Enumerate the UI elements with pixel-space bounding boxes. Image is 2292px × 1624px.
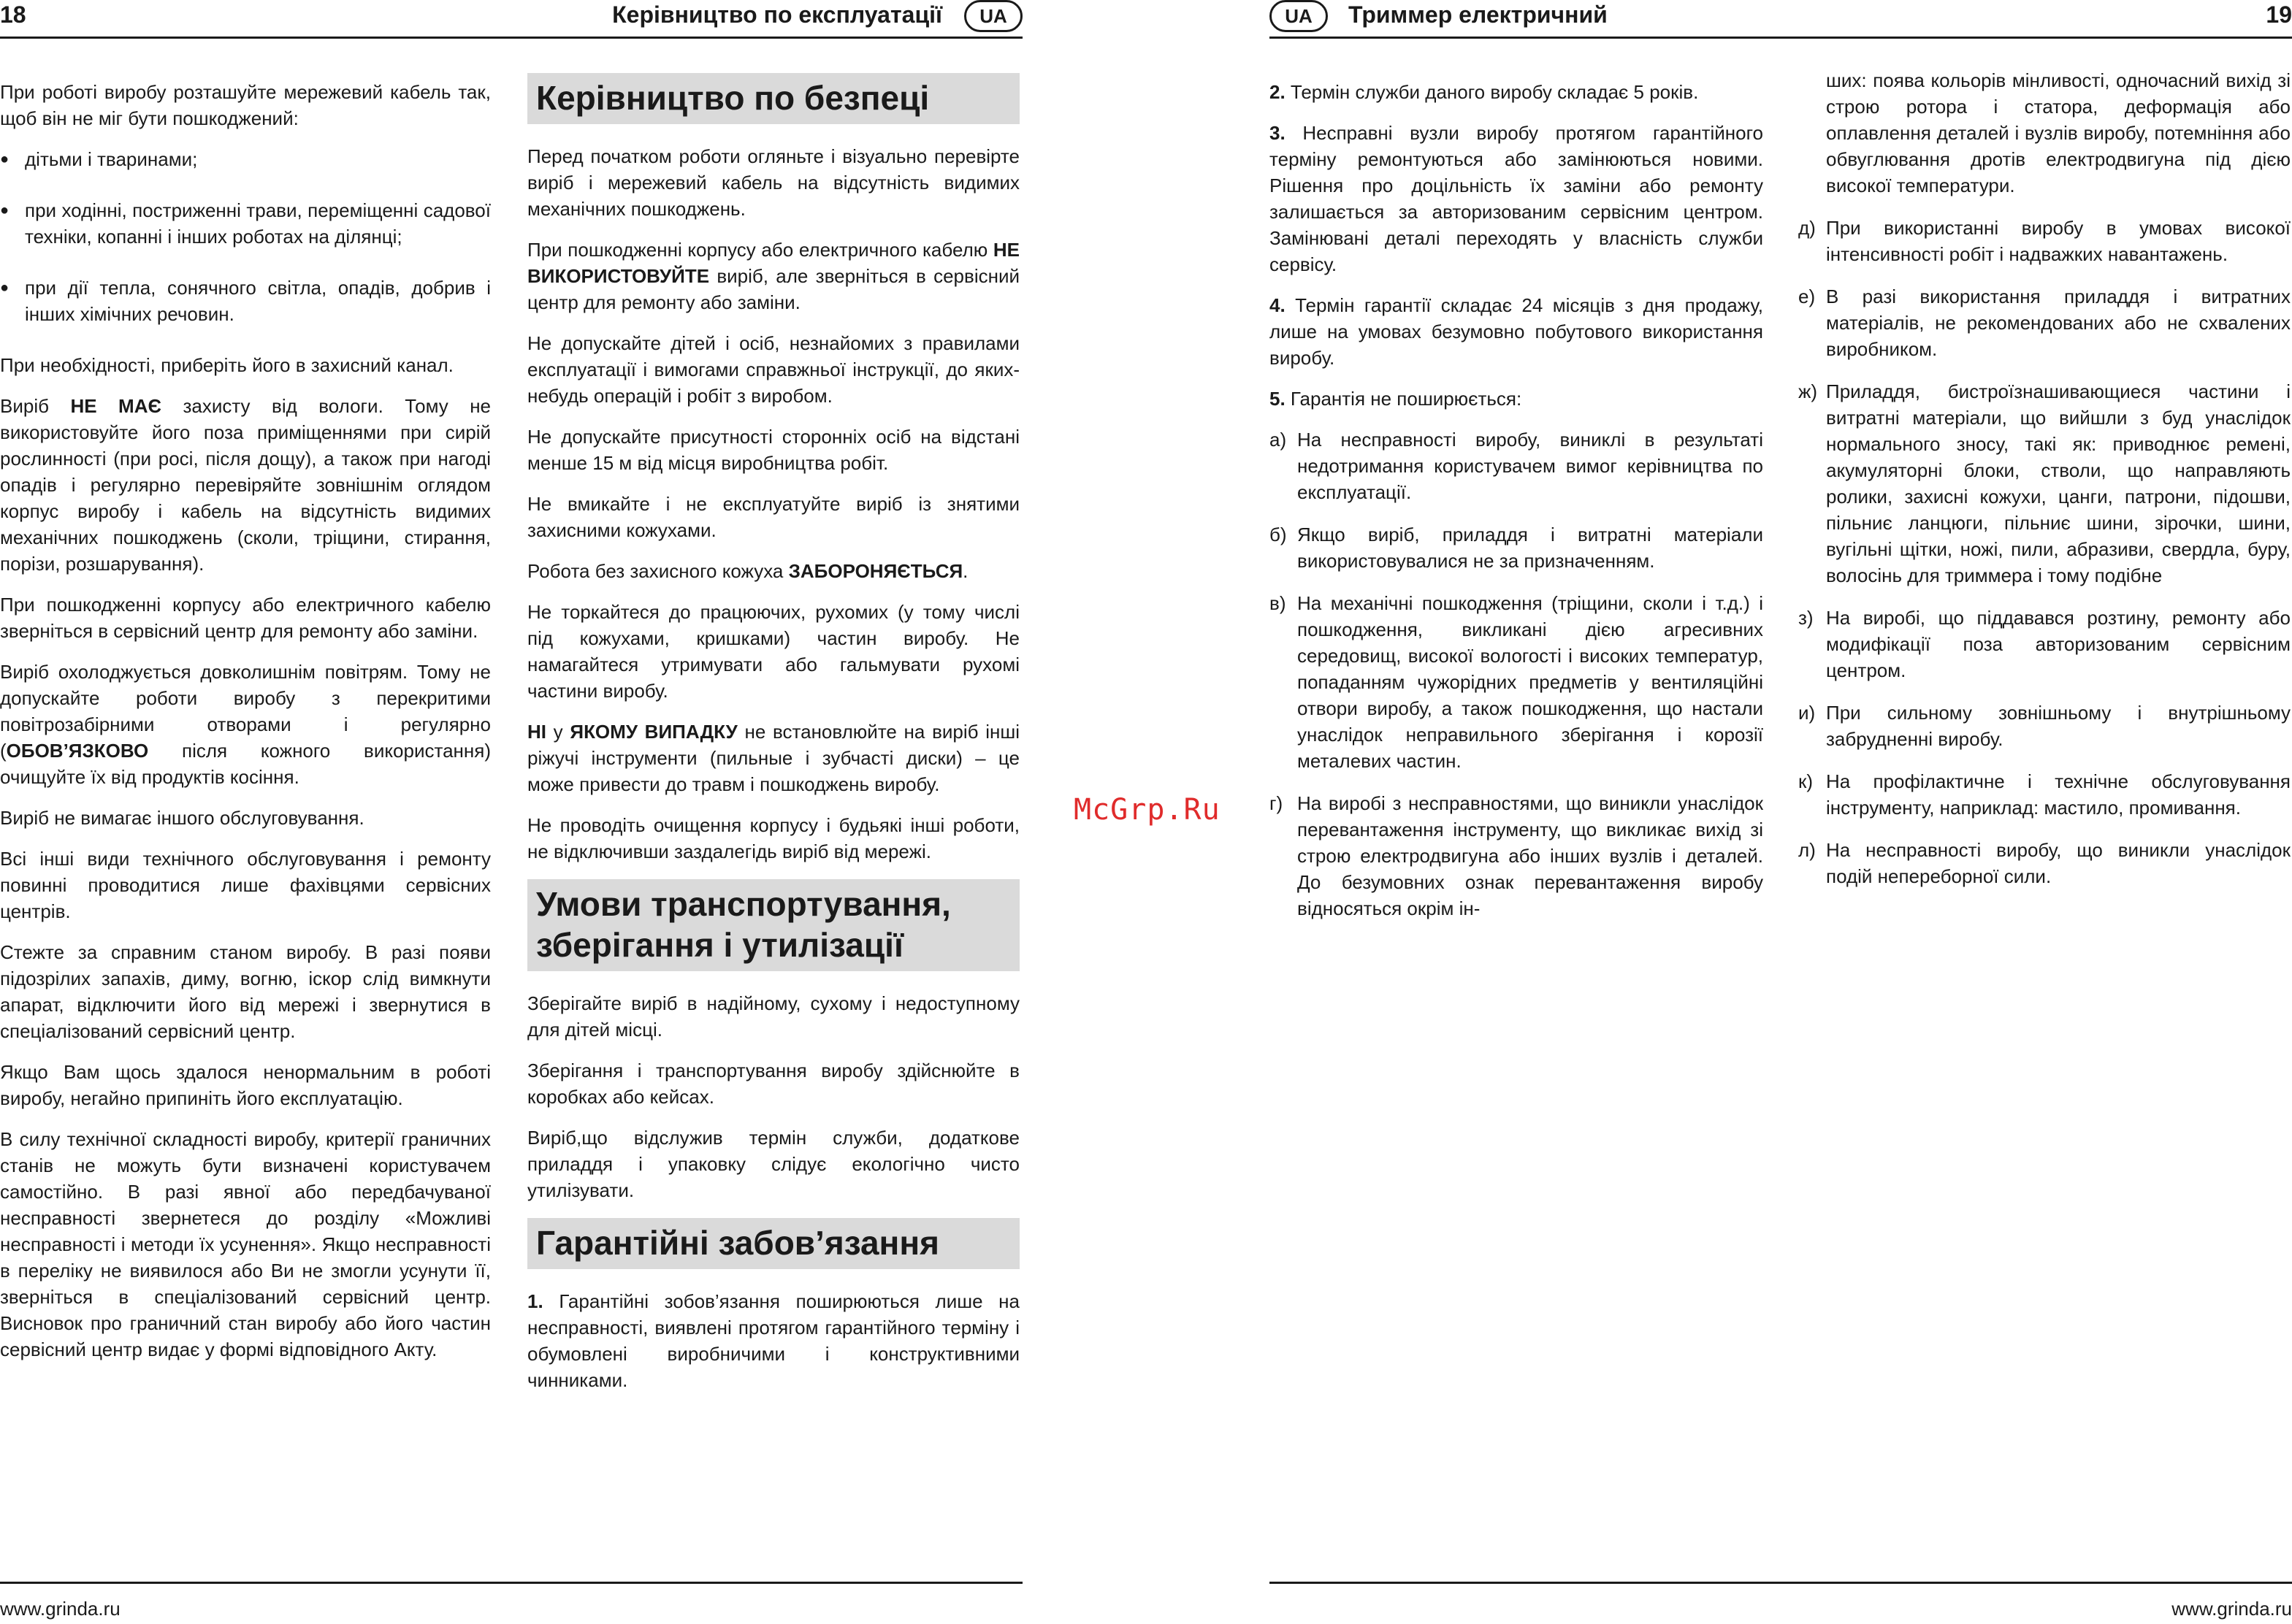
watermark: McGrp.Ru xyxy=(1074,793,1221,827)
page-number: 19 xyxy=(2266,1,2292,28)
paragraph: 3. Несправні вузли виробу протягом гарантійного терміну ремонтуються або замінюються новими. Рішення про доцільність їх заміни або ремонту залишається за авторизованим сервісним центром. Замінювані деталі переходять у власність служби сервісу. xyxy=(1269,122,1763,275)
list-item: а) На несправності виробу, виниклі в результаті недотримання користувачем вимог керівництва по експлуатації. xyxy=(1269,429,1763,503)
paragraph: Виріб охолоджується довколишнім повітрям. Тому не допускайте роботи виробу з перекритими повітрозабірними отворами і регулярно (ОБОВ’ЯЗКОВО після кожного використання) очищуйте їх від продуктів косіння. xyxy=(0,661,491,788)
list-item: з) На виробі, що піддавався розтину, ремонту або модифікації поза авторизованим сервісним центром. xyxy=(1798,607,2291,681)
right-page xyxy=(1269,0,2292,1624)
bullet-item: ● при ходінні, постриженні трави, переміщенні садової техніки, копанні і інших роботах на ділянці; xyxy=(0,197,491,250)
paragraph: Виріб НЕ МАЄ захисту від вологи. Тому не використовуйте його поза приміщеннями при сирій рослинності (при росі, після дощу), а також при нагоді опадів і регулярно перевіряйте зовнішнім оглядом корпус виробу і кабель на відсутність видимих механічних пошкоджень (сколи, тріщини, стирання, порізи, розшарування). xyxy=(0,395,492,575)
right-column-1 xyxy=(1269,79,1763,938)
paragraph: Не проводіть очищення корпусу і будьякі інші роботи, не відключивши заздалегідь виріб від мережі. xyxy=(527,814,1020,862)
paragraph: Перед початком роботи огляньте і візуально перевірте виріб і мережевий кабель на відсутність видимих механічних пошкоджень. xyxy=(527,145,1020,220)
left-column-1 xyxy=(0,79,491,1377)
list-item: к) На профілактичне і технічне обслуговування інструменту, наприклад: мастило, промивання. xyxy=(1798,770,2291,819)
header-title: Триммер електричний xyxy=(1348,1,1608,28)
page-header xyxy=(1269,0,2292,39)
paragraph: Не допускайте присутності сторонніх осіб на відстані менше 15 м від місця виробництва робіт. xyxy=(527,426,1020,474)
left-page xyxy=(0,0,1023,1624)
paragraph: 5. Гарантія не поширюється: xyxy=(1269,388,1522,410)
paragraph: Зберігайте виріб в надійному, сухому і недоступному для дітей місці. xyxy=(527,992,1020,1041)
paragraph: Виріб не вимагає іншого обслуговування. xyxy=(0,807,364,829)
paragraph: При пошкодженні корпусу або електричного кабелю НЕ ВИКОРИСТОВУЙТЕ виріб, але зверніться в сервісний центр для ремонту або заміни. xyxy=(527,239,1020,313)
paragraph: НІ у ЯКОМУ ВИПАДКУ не встановлюйте на виріб інші ріжучі інструменти (пильные і зубчасті диски) – це може привести до травм і пошкоджень виробу. xyxy=(527,721,1020,795)
header-title: Керівництво по експлуатації xyxy=(612,1,942,28)
paragraph: Робота без захисного кожуха ЗАБОРОНЯЄТЬСЯ. xyxy=(527,560,969,582)
paragraph: Виріб,що відслужив термін служби, додаткове приладдя і упаковку слідує екологічно чисто утилізувати. xyxy=(527,1127,1020,1201)
list-item: б) Якщо виріб, приладдя і витратні матеріали використовувалися не за призначенням. xyxy=(1269,524,1763,572)
bullet-item: ● дітьми і тваринами; xyxy=(0,146,491,172)
footer-rule xyxy=(0,1582,1023,1584)
list-item: г) На виробі з несправностями, що виникли унаслідок перевантаження інструменту, що викликає вихід зі строю електродвигуна або інших вузлів і деталей. До безумовних ознак перевантаження виробу відносяться окрім ін- xyxy=(1269,792,1763,919)
list-item: и) При сильному зовнішньому і внутрішньому забрудненні виробу. xyxy=(1798,702,2291,750)
section-heading-safety: Керівництво по безпеці xyxy=(527,73,1020,124)
language-badge: UA xyxy=(964,0,1023,32)
paragraph: Не допускайте дітей і осіб, незнайомих з правилами експлуатації і вимогами справжньої інструкції, до яких-небудь операцій і робіт з виробом. xyxy=(527,332,1020,407)
left-column-2 xyxy=(527,73,1020,1408)
section-heading-transport: Умови транспортування, зберігання і утилізації xyxy=(527,879,1020,971)
paragraph: При роботі виробу розташуйте мережевий кабель так, щоб він не міг бути пошкоджений: xyxy=(0,81,491,129)
footer-url: www.grinda.ru xyxy=(0,1598,121,1620)
paragraph: При пошкодженні корпусу або електричного кабелю зверніться в сервісний центр для ремонту або заміни. xyxy=(0,594,491,642)
list-item: е) В разі використання приладдя і витратних матеріалів, не рекомендованих або не схвалених виробником. xyxy=(1798,286,2291,360)
paragraph: Зберігання і транспортування виробу здійснюйте в коробках або кейсах. xyxy=(527,1060,1020,1108)
paragraph: Не торкайтеся до працюючих, рухомих (у тому числі під кожухами, кришками) частин виробу. Не намагайтеся утримувати або гальмувати рухомі частини виробу. xyxy=(527,601,1020,702)
footer-url: www.grinda.ru xyxy=(2171,1598,2292,1620)
list-item: в) На механічні пошкодження (тріщини, сколи і т.д.) і пошкодження, викликані дією агресивних середовищ, високої вологості і високих температур, попаданням чужорідних предметів у вентиляційні отвори виробу, а також пошкодження, що настали унаслідок неправильного зберігання і корозії металевих частин. xyxy=(1269,592,1763,772)
page-header xyxy=(0,0,1023,39)
list-item: д) При використанні виробу в умовах високої інтенсивності робіт і надважких навантажень. xyxy=(1798,217,2291,265)
language-badge: UA xyxy=(1269,0,1328,32)
section-heading-warranty: Гарантійні забов’язання xyxy=(527,1218,1020,1269)
paragraph: Не вмикайте і не експлуатуйте виріб із знятими захисними кожухами. xyxy=(527,493,1020,541)
page-number: 18 xyxy=(0,1,26,28)
list-item: ж) Приладдя, бистроїзнашивающиеся частини і витратні матеріали, що вийшли з буд унаслідок нормального зносу, такі як: приводнює ремені, акумуляторні блоки, стволи, що направляють ролики, захисні кожухи, цанги, патрони, підошви, пільниє ланцюги, пільниє шини, зірочки, шини, вугільні щітки, ножі, пили, абразиви, свердла, буру, волосінь для триммера і тому подібне xyxy=(1798,380,2291,586)
list-item-continuation: ших: поява кольорів мінливості, одночасний вихід зі строю ротора і статора, деформація або оплавлення деталей і вузлів виробу, потемніння або обвуглювання дротів електродвигуна під дією високої температури. xyxy=(1826,69,2291,196)
paragraph: 2. Термін служби даного виробу складає 5 років. xyxy=(1269,81,1699,103)
bullet-item: ● при дії тепла, сонячного світла, опадів, добрив і інших хімічних речовин. xyxy=(0,275,491,327)
paragraph: В силу технічної складності виробу, критерії граничних станів не можуть бути визначені користувачем самостійно. В разі явної або передбачуваної несправності звернетеся до розділу «Можливі несправності і методи їх усунення». Якщо несправності в переліку не виявилося або Ви не змогли усунути її, зверніться в спеціалізований сервісний центр. Висновок про граничний стан виробу або його частин сервісний центр видає у формі відповідного Акту. xyxy=(0,1128,491,1360)
paragraph: 1. Гарантійні зобов’язання поширюються лише на несправності, виявлені протягом гарантійного терміну і обумовлені виробничими і конструктивними чинниками. xyxy=(527,1290,1020,1391)
paragraph: 4. Термін гарантії складає 24 місяців з дня продажу, лише на умовах безумовно побутового використання виробу. xyxy=(1269,294,1763,369)
right-column-2 xyxy=(1798,67,2291,905)
list-item: л) На несправності виробу, що виникли унаслідок подій непереборної сили. xyxy=(1798,839,2291,887)
paragraph: Всі інші види технічного обслуговування і ремонту повинні проводитися лише фахівцями сервісних центрів. xyxy=(0,848,491,922)
paragraph: Стежте за справним станом виробу. В разі появи підозрілих запахів, диму, вогню, іскор слід вимкнути апарат, відключити його від мережі і звернутися в спеціалізований сервісний центр. xyxy=(0,941,491,1042)
paragraph: Якщо Вам щось здалося ненормальним в роботі виробу, негайно припиніть його експлуатацію. xyxy=(0,1061,491,1109)
paragraph: При необхідності, приберіть його в захисний канал. xyxy=(0,354,454,376)
footer-rule xyxy=(1269,1582,2292,1584)
